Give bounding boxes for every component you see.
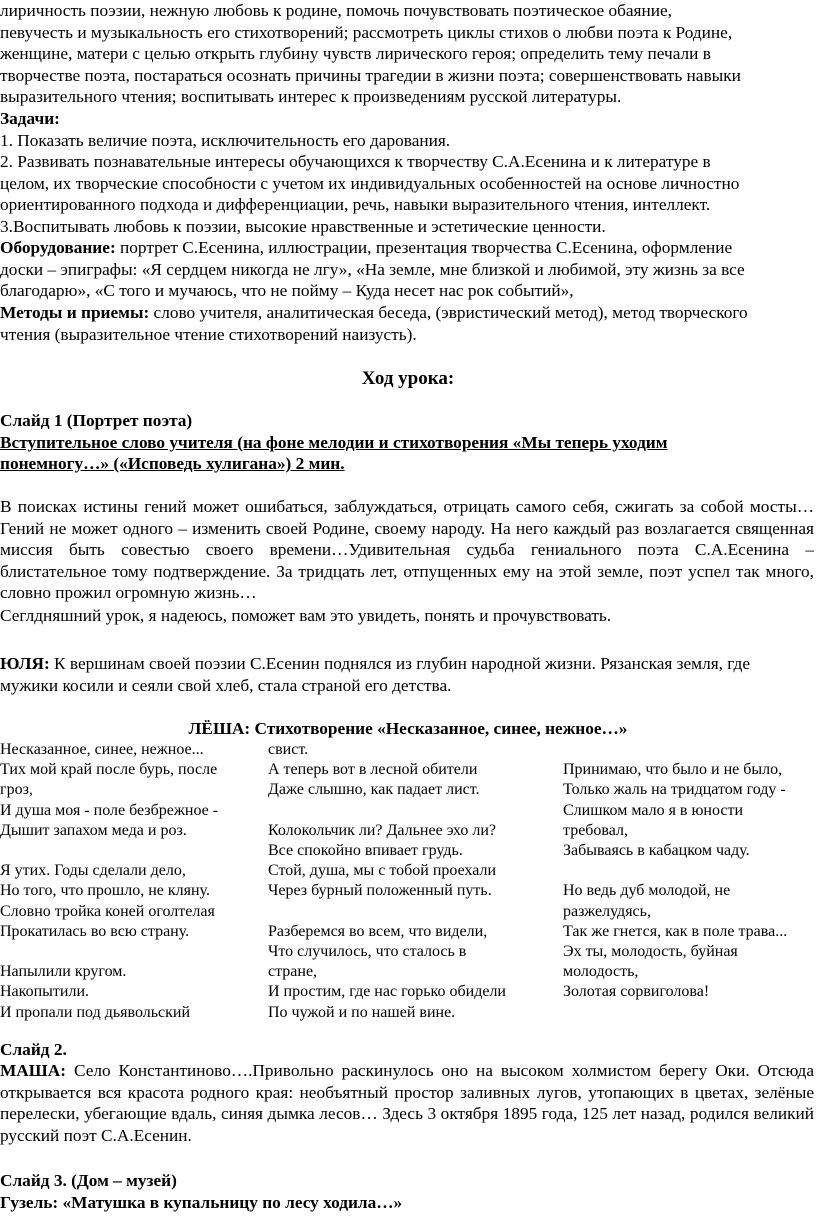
- poem-line: Слишком мало я в юности: [563, 801, 744, 819]
- poem-line: Только жаль на тридцатом году -: [563, 781, 786, 799]
- poem-line: свист.: [268, 741, 309, 758]
- poem-line: [0, 841, 250, 861]
- poem-line: Колокольчик ли? Дальнее эхо ли?: [268, 821, 496, 839]
- equipment-section: [0, 237, 814, 302]
- poem-line: И простим, где нас горько обидели: [268, 983, 506, 1001]
- slide3-title: Слайд 3. (Дом – музей): [0, 1171, 177, 1190]
- yulya-text: К вершинам своей поэзии С.Есенин поднялся из глубин народной жизни. Рязанская земля, где: [49, 654, 750, 673]
- slide1-paragraph: В поисках истины гений может ошибаться, заблуждаться, отрицать самого себя, сжигать за собой мосты…Гений не может одного – изменить своей Родине, своему народу. На него каждый раз возлагается священная миссия быть совестью своего времени…Удивительная судьба гениального поэта С.А.Есенина – блистательное тому подтверждение. За тридцать лет, отпущенных ему на этой земле, поэт успел так много, словно прожил огромную жизнь…: [0, 497, 814, 603]
- slide2-text: Село Константиново….Привольно раскинулось оно на высоком холмистом берегу Оки. Отсюда открывается вся красота родного края: необъятный простор заливных лугов, утопающих в цветах, зелёные перелески, убегающие вдаль, синяя дымка лесов… Здесь 3 октября 1895 года, 125 лет назад, родился великий русский поэт С.А.Есенин.: [0, 1061, 814, 1145]
- slide2-title: [0, 1039, 814, 1061]
- intro-line: выразительного чтения; воспитывать интерес к произведениям русской литературы.: [0, 87, 622, 107]
- intro-line: творчестве поэта, постараться осознать причины трагедии в жизни поэта; совершенствовать навыки: [0, 65, 741, 85]
- tasks-label: Задачи:: [0, 109, 60, 128]
- poem-line: Словно тройка коней оголтелая: [0, 902, 215, 920]
- poem-title: ЛЁША: Стихотворение «Несказанное, синее, нежное…»: [188, 719, 628, 738]
- poem-line: Прокатилась во всю страну.: [0, 922, 190, 940]
- slide2-paragraph: [0, 1060, 814, 1146]
- equipment-text: портрет С.Есенина, иллюстрации, презентация творчества С.Есенина, оформление: [115, 238, 733, 257]
- poem-column-2: [268, 740, 538, 1023]
- yulya-text: мужики косили и сеяли свой хлеб, стала страной его детства.: [0, 675, 452, 695]
- poem-line: По чужой и по нашей вине.: [268, 1003, 456, 1021]
- slide2-heading: Слайд 2.: [0, 1040, 67, 1059]
- poem-line: Принимаю, что было и не было,: [563, 761, 783, 779]
- poem-line: Золотая сорвиголова!: [563, 983, 710, 1001]
- slide1-title: Слайд 1 (Портрет поэта): [0, 411, 193, 430]
- methods-text: слово учителя, аналитическая беседа, (эвристический метод), метод творческого: [149, 303, 748, 322]
- poem-line: [268, 801, 538, 821]
- methods-text: чтения (выразительное чтение стихотворений наизусть).: [0, 324, 417, 344]
- methods-section: [0, 302, 814, 345]
- poem-line: молодость,: [563, 963, 639, 981]
- task-item: 3.Воспитывать любовь к поэзии, высокие нравственные и эстетические ценности.: [0, 216, 606, 236]
- tasks-section: [0, 108, 814, 238]
- equipment-label: Оборудование:: [0, 238, 116, 257]
- poem-line: [268, 902, 538, 922]
- slide3-subtitle: Гузель: «Матушка в купальницу по лесу ходила…»: [0, 1192, 403, 1212]
- poem-line: гроз,: [0, 781, 33, 799]
- poem-line: Тих мой край после бурь, после: [0, 761, 218, 779]
- task-item: 2. Развивать познавательные интересы обучающихся к творчеству С.А.Есенина и к литературе в: [0, 152, 711, 172]
- intro-paragraph: [0, 0, 814, 108]
- poem-line: [563, 861, 813, 881]
- poem-line: Разберемся во всем, что видели,: [268, 922, 488, 940]
- poem-line: Что случилось, что сталось в: [268, 943, 467, 961]
- poem-line: требовал,: [563, 821, 628, 839]
- task-item: 1. Показать величие поэта, исключительность его дарования.: [0, 130, 451, 150]
- poem-line: Стой, душа, мы с тобой проехали: [268, 862, 497, 880]
- intro-line: женщине, матери с целью открыть глубину чувств лирического героя; определить тему печали в: [0, 44, 711, 64]
- speaker-label: МАША:: [0, 1061, 67, 1080]
- lesson-heading: Ход урока:: [361, 368, 455, 389]
- poem-line: А теперь вот в лесной обители: [268, 761, 478, 779]
- poem-line: [0, 942, 250, 962]
- slide1-closing: Сеглдняшний урок, я надеюсь, поможет вам это увидеть, понять и прочувствовать.: [0, 606, 612, 625]
- intro-line: певучесть и музыкальность его стихотворений; рассмотреть циклы стихов о любви поэта к Родине,: [0, 22, 733, 42]
- poem-column-1: [0, 740, 250, 1023]
- poem-line: Дышит запахом меда и роз.: [0, 821, 187, 839]
- methods-label: Методы и приемы:: [0, 303, 150, 322]
- task-item: целом, их творческие способности с учетом их индивидуальных особенностей на основе личностно: [0, 173, 740, 193]
- speaker-label: ЮЛЯ:: [0, 654, 50, 673]
- poem-line: Забываясь в кабацком чаду.: [563, 842, 750, 860]
- poem-line: разжелудясь,: [563, 902, 651, 920]
- task-item: ориентированного подхода и дифференциации, речь, навыки выразительного чтения, интеллект.: [0, 195, 711, 215]
- slide1-subtitle: понемногу…» («Исповедь хулигана») 2 мин.: [0, 454, 345, 474]
- poem-line: Напылили кругом.: [0, 963, 127, 981]
- equipment-text: доски – эпиграфы: «Я сердцем никогда не лгу», «На земле, мне близкой и любимой, эту жизнь за все: [0, 259, 745, 279]
- poem-line: Но того, что прошло, не кляну.: [0, 882, 210, 900]
- poem-column-3: [563, 740, 813, 1003]
- equipment-text: благодарю», «С того и мучаюсь, что не пойму – Куда несет нас рок событий»,: [0, 281, 574, 301]
- poem-line: И душа моя - поле безбрежное -: [0, 801, 219, 819]
- yulya-section: [0, 653, 814, 696]
- poem-line: Накопытили.: [0, 983, 90, 1001]
- poem-line: Так же гнется, как в поле трава...: [563, 922, 788, 940]
- poem-line: [563, 740, 813, 760]
- slide1-subtitle: Вступительное слово учителя (на фоне мелодии и стихотворения «Мы теперь уходим: [0, 432, 668, 452]
- poem-line: Через бурный положенный путь.: [268, 882, 492, 900]
- poem-line: Эх ты, молодость, буйная: [563, 943, 738, 961]
- poem-line: Даже слышно, как падает лист.: [268, 781, 480, 799]
- poem-line: Несказанное, синее, нежное...: [0, 741, 204, 758]
- intro-line: лиричность поэзии, нежную любовь к родине, помочь почувствовать поэтическое обаяние,: [0, 1, 672, 20]
- slide3-section: [0, 1170, 814, 1213]
- poem-line: стране,: [268, 963, 318, 981]
- poem-line: Я утих. Годы сделали дело,: [0, 862, 186, 880]
- poem-line: Все спокойно впивает грудь.: [268, 842, 463, 860]
- poem-line: И пропали под дьявольский: [0, 1003, 191, 1021]
- poem-line: Но ведь дуб молодой, не: [563, 882, 731, 900]
- slide1-section: [0, 410, 814, 475]
